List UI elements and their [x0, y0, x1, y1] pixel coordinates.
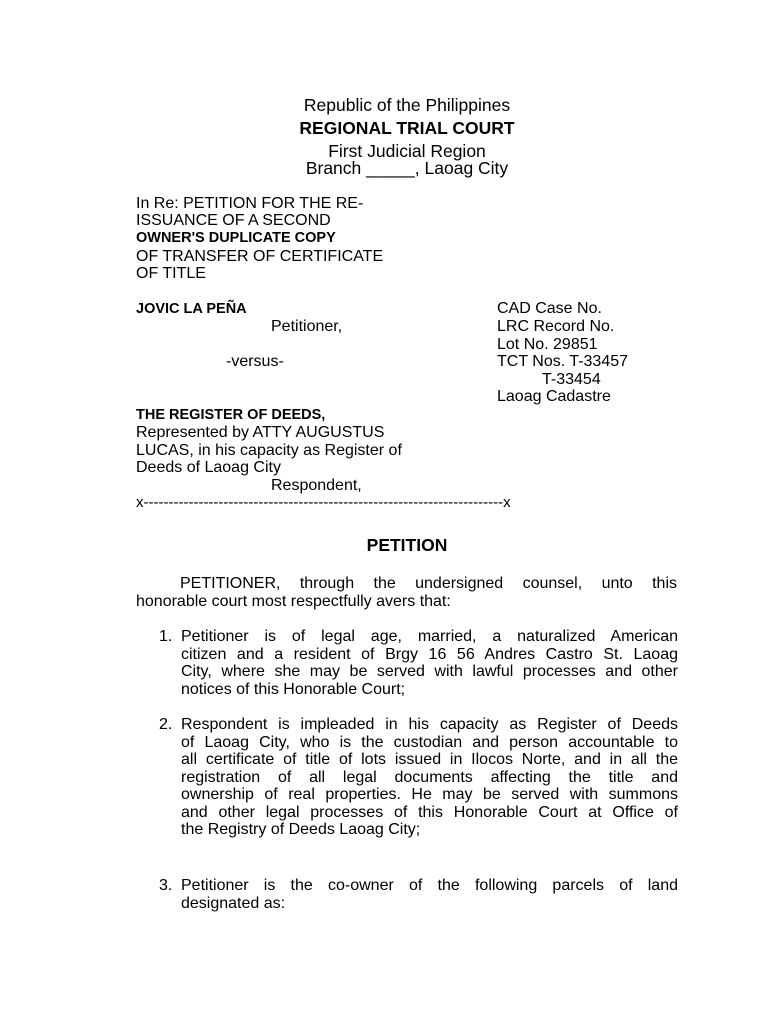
item-line: designated as: [181, 894, 286, 912]
item-line: ownership of real properties. He may be served with summons [181, 786, 678, 803]
versus-label: -versus- [226, 353, 284, 370]
list-item [159, 877, 678, 912]
respondent-line-1: Represented by ATTY AUGUSTUS [136, 424, 385, 441]
document-title: PETITION [366, 535, 448, 555]
intro-line-2: honorable court most respectfully avers that: [136, 592, 451, 610]
respondent-line-3: Deeds of Laoag City [136, 459, 281, 476]
header-region: First Judicial Region [328, 141, 486, 161]
item-line: all certificate of title of lots issued in Ilocos Norte, and in all the [181, 751, 678, 768]
item-number: 1. [159, 628, 173, 645]
lot-no: Lot No. 29851 [497, 336, 598, 353]
item-line: registration of all legal documents affecting the title and [181, 768, 678, 786]
tct-nos: TCT Nos. T-33457 [497, 353, 629, 370]
respondent-name: THE REGISTER OF DEEDS, [136, 407, 326, 423]
item-line: the Registry of Deeds Laoag City; [181, 821, 421, 838]
item-line: Respondent is impleaded in his capacity as Register of Deeds [181, 716, 678, 733]
item-line: Petitioner is the co-owner of the following parcels of land [181, 877, 678, 894]
header-court: REGIONAL TRIAL COURT [299, 118, 515, 138]
caption-separator: x------------------------------------------------------------------------x [136, 494, 511, 511]
tct-nos-2: T-33454 [542, 371, 601, 388]
petitioner-name: JOVIC LA PEÑA [136, 301, 247, 317]
in-re-line-5: OF TITLE [136, 265, 206, 282]
list-item [159, 628, 678, 698]
respondent-role: Respondent, [271, 477, 362, 494]
item-line: of Laoag City, who is the custodian and person accountable to [181, 733, 678, 751]
in-re-line-4: OF TRANSFER OF CERTIFICATE [136, 248, 384, 265]
petitioner-role: Petitioner, [271, 318, 343, 335]
item-line: and other legal processes of this Honorable Court at Office of [181, 803, 678, 821]
lrc-record-no: LRC Record No. [497, 318, 615, 335]
item-number: 3. [159, 877, 173, 894]
item-line: citizen and a resident of Brgy 16 56 Andres Castro St. Laoag [181, 645, 678, 663]
in-re-line-1: In Re: PETITION FOR THE RE- [136, 195, 364, 212]
item-line: City, where she may be served with lawful processes and other [181, 663, 678, 680]
header-republic: Republic of the Philippines [303, 95, 511, 115]
cad-case-no: CAD Case No. [497, 300, 602, 317]
intro-paragraph [136, 575, 677, 610]
item-line: notices of this Honorable Court; [181, 680, 406, 698]
in-re-line-3: OWNER'S DUPLICATE COPY [136, 230, 336, 246]
respondent-line-2: LUCAS, in his capacity as Register of [136, 442, 402, 459]
intro-line-1: PETITIONER, through the undersigned counsel, unto this [180, 575, 677, 592]
item-number: 2. [159, 716, 173, 733]
item-line: Petitioner is of legal age, married, a naturalized American [181, 628, 678, 645]
list-item [159, 716, 678, 839]
cadastre: Laoag Cadastre [497, 388, 611, 405]
in-re-line-2: ISSUANCE OF A SECOND [136, 212, 331, 229]
header-branch: Branch _____, Laoag City [305, 158, 509, 178]
